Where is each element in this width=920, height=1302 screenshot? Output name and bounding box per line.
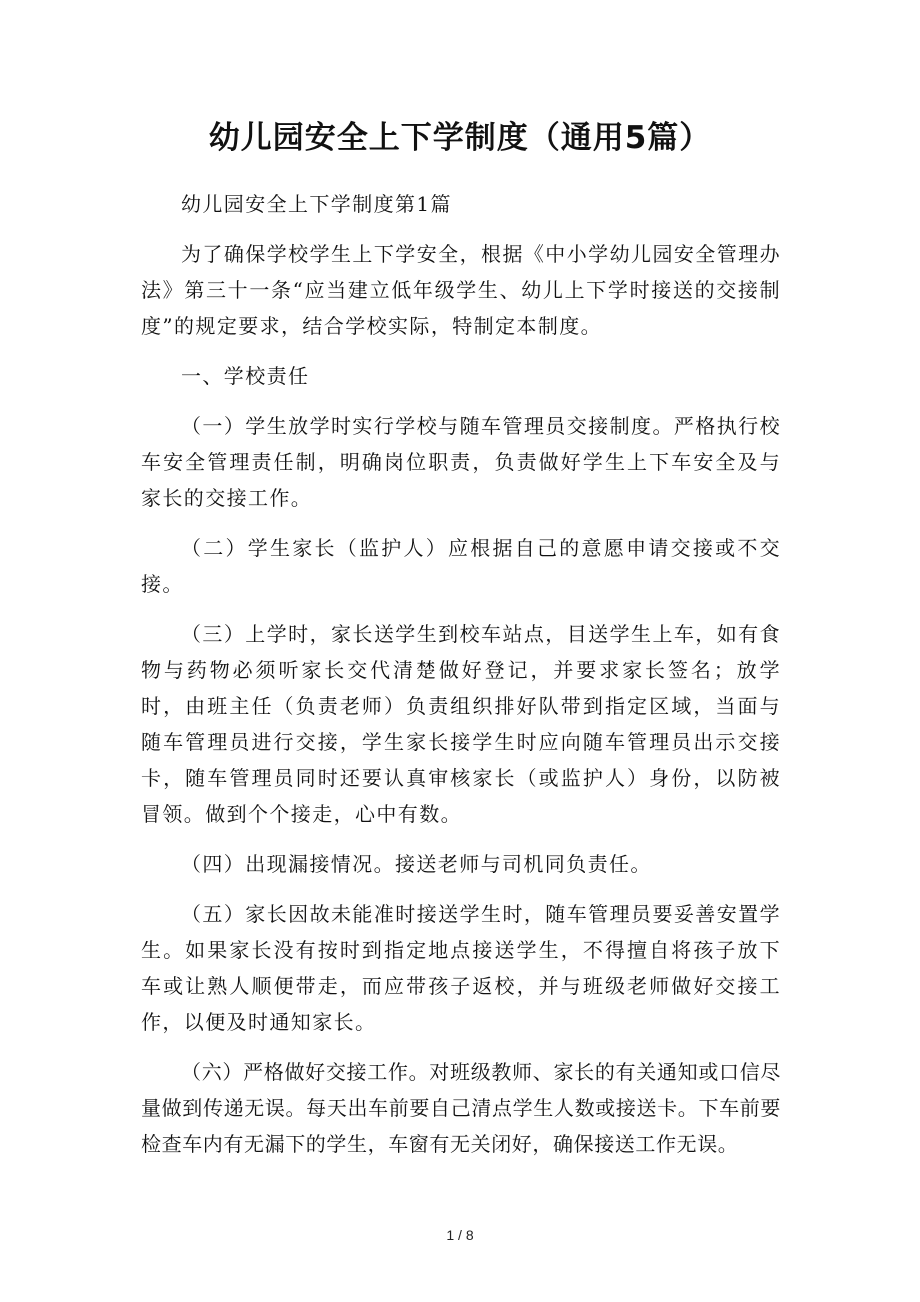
section-heading: 幼儿园安全上下学制度第1篇: [181, 192, 452, 216]
clause-paragraph: （六）严格做好交接工作。对班级教师、家长的有关通知或口信尽量做到传递无误。每天出车前要自己清点学生人数或接送卡。下车前要检查车内有无漏下的学生，车窗有无关闭好，确保接送工作无误。: [141, 1060, 781, 1156]
clause-paragraph: （三）上学时，家长送学生到校车站点，目送学生上车，如有食物与药物必须听家长交代清楚做好登记，并要求家长签名；放学时，由班主任（负责老师）负责组织排好队带到指定区域，当面与随车管理员进行交接，学生家长接学生时应向随车管理员出示交接卡，随车管理员同时还要认真审核家长（或监护人）身份，以防被冒领。做到个个接走，心中有数。: [141, 622, 781, 826]
clause-paragraph: （五）家长因故未能准时接送学生时，随车管理员要妥善安置学生。如果家长没有按时到指定地点接送学生，不得擅自将孩子放下车或让熟人顺便带走，而应带孩子返校，并与班级老师做好交接工作，以便及时通知家长。: [141, 902, 781, 1034]
document-body: [141, 186, 781, 1176]
page-number: 1 / 8: [446, 1227, 474, 1243]
subsection-heading: 一、学校责任: [181, 364, 310, 388]
clause-paragraph: （四）出现漏接情况。接送老师与司机同负责任。: [181, 852, 652, 876]
intro-paragraph: 为了确保学校学生上下学安全，根据《中小学幼儿园安全管理办法》第三十一条“应当建立低年级学生、幼儿上下学时接送的交接制度”的规定要求，结合学校实际，特制定本制度。: [141, 242, 781, 338]
clause-paragraph: （二）学生家长（监护人）应根据自己的意愿申请交接或不交接。: [141, 536, 781, 596]
clause-paragraph: （一）学生放学时实行学校与随车管理员交接制度。严格执行校车安全管理责任制，明确岗位职责，负责做好学生上下车安全及与家长的交接工作。: [141, 414, 781, 510]
document-title: 幼儿园安全上下学制度（通用5篇）: [208, 120, 712, 156]
